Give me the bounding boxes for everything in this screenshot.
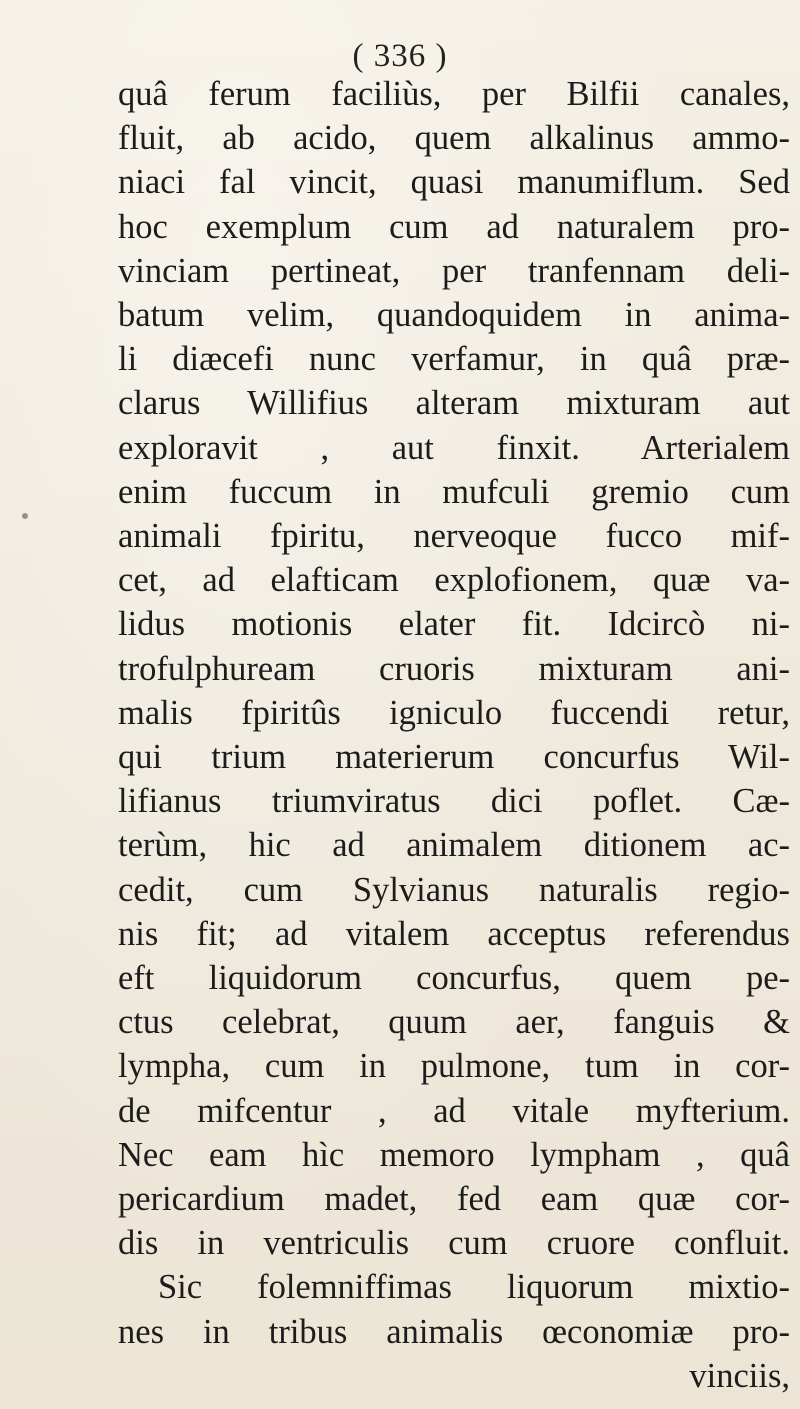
text-line: batum velim, quandoquidem in anima- <box>118 296 790 335</box>
text-line: terùm, hic ad animalem ditionem ac- <box>118 826 790 865</box>
text-line: lifianus triumviratus dici poflet. Cæ- <box>118 782 790 821</box>
text-line: malis fpiritûs igniculo fuccendi retur, <box>118 693 790 732</box>
text-line: vinciam pertineat, per tranfennam deli- <box>118 251 790 290</box>
text-line: exploravit , aut finxit. Arterialem <box>118 428 790 467</box>
text-line: qui trium materierum concurfus Wil- <box>118 738 790 777</box>
text-line: clarus Willifius alteram mixturam aut <box>118 384 790 423</box>
text-line: lympha, cum in pulmone, tum in cor- <box>118 1047 790 1086</box>
text-line: animali fpiritu, nerveoque fucco mif- <box>118 517 790 556</box>
body-text <box>118 72 790 1398</box>
text-line: li diæcefi nunc verfamur, in quâ præ- <box>118 340 790 379</box>
text-line: lidus motionis elater fit. Idcircò ni- <box>118 605 790 644</box>
text-line: fluit, ab acido, quem alkalinus ammo- <box>118 119 790 158</box>
text-line: vinciis, <box>689 1356 790 1395</box>
text-line: hoc exemplum cum ad naturalem pro- <box>118 207 790 246</box>
text-line: nes in tribus animalis œconomiæ pro- <box>118 1312 790 1351</box>
text-line: de mifcentur , ad vitale myfterium. <box>118 1091 790 1130</box>
text-line: dis in ventriculis cum cruore confluit. <box>118 1224 790 1263</box>
page-number: ( 336 ) <box>352 38 448 74</box>
text-line: trofulphuream cruoris mixturam ani- <box>118 649 790 688</box>
text-line: pericardium madet, fed eam quæ cor- <box>118 1180 790 1219</box>
text-line: eft liquidorum concurfus, quem pe- <box>118 959 790 998</box>
text-line: Nec eam hìc memoro lympham , quâ <box>118 1135 790 1174</box>
text-line: cet, ad elafticam explofionem, quæ va- <box>118 561 790 600</box>
ink-speck <box>22 513 28 519</box>
text-line: nis fit; ad vitalem acceptus referendus <box>118 914 790 953</box>
text-line: niaci fal vincit, quasi manumiflum. Sed <box>118 163 790 202</box>
text-line: cedit, cum Sylvianus naturalis regio- <box>118 870 790 909</box>
text-line: enim fuccum in mufculi gremio cum <box>118 472 790 511</box>
text-line: quâ ferum faciliùs, per Bilfii canales, <box>118 75 790 113</box>
text-line: Sic folemniffimas liquorum mixtio- <box>158 1268 790 1307</box>
text-line: ctus celebrat, quum aer, fanguis & <box>118 1003 790 1042</box>
